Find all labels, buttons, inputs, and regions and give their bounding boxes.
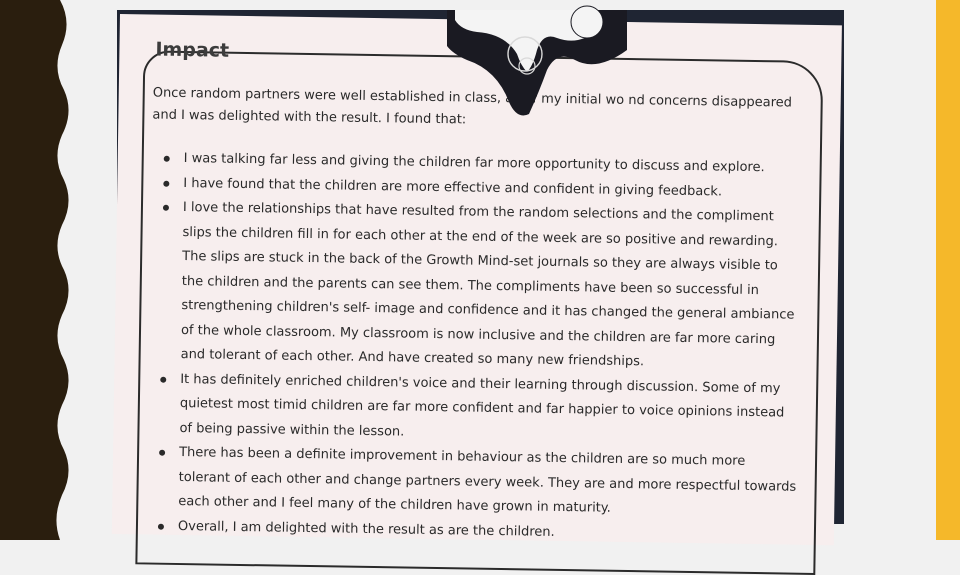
torn-paper-overlay [447, 10, 627, 120]
bullet-item: It has definitely enriched children's voice and their learning through discussion. Some of my quietest most timid children are far more confident and far happier to voice opinions instead of being passive within the lesson. [147, 367, 798, 451]
bullet-item: I was talking far less and giving the children far more opportunity to discuss and explore. [152, 147, 802, 182]
right-decorative-strip [936, 0, 960, 540]
bullet-item: I have found that the children are more effective and confident in giving feedback. [151, 171, 801, 206]
bullet-dot-icon [160, 376, 166, 382]
left-decorative-strip [0, 0, 75, 540]
bullet-dot-icon [163, 180, 169, 186]
document-title: Impact [155, 38, 230, 62]
bullet-dot-icon [158, 523, 164, 529]
bullet-dot-icon [163, 205, 169, 211]
bullet-item: I love the relationships that have resulted from the random selections and the compliment slips the children fill in for each other at the end of the week are so positive and rewarding. The slips are stuck in the back of the Growth Mind-set journals so they are always visible to the children and the parents can see them. The compliments have been so successful in strengthening children's self- image and confidence and it has changed the general ambiance of the whole classroom. My classroom is now inclusive and the children are far more caring and tolerant of each other. And have created so many new friendships. [148, 196, 801, 378]
bullet-dot-icon [164, 156, 170, 162]
document-photo [117, 10, 844, 540]
bullet-item: Overall, I am delighted with the result as are the children. [146, 514, 796, 549]
bullet-dot-icon [159, 450, 165, 456]
impact-bullet-list [146, 147, 802, 549]
intro-paragraph: Once random partners were well established in class, all of my initial wo nd concerns disappeared and I was delighted with the result. I found that: [152, 85, 793, 128]
bullet-item: There has been a definite improvement in behaviour as the children are so much more tolerant of each other and change partners every week. They are and more respectful towards each other and I feel many of the children have grown in maturity. [146, 440, 797, 524]
